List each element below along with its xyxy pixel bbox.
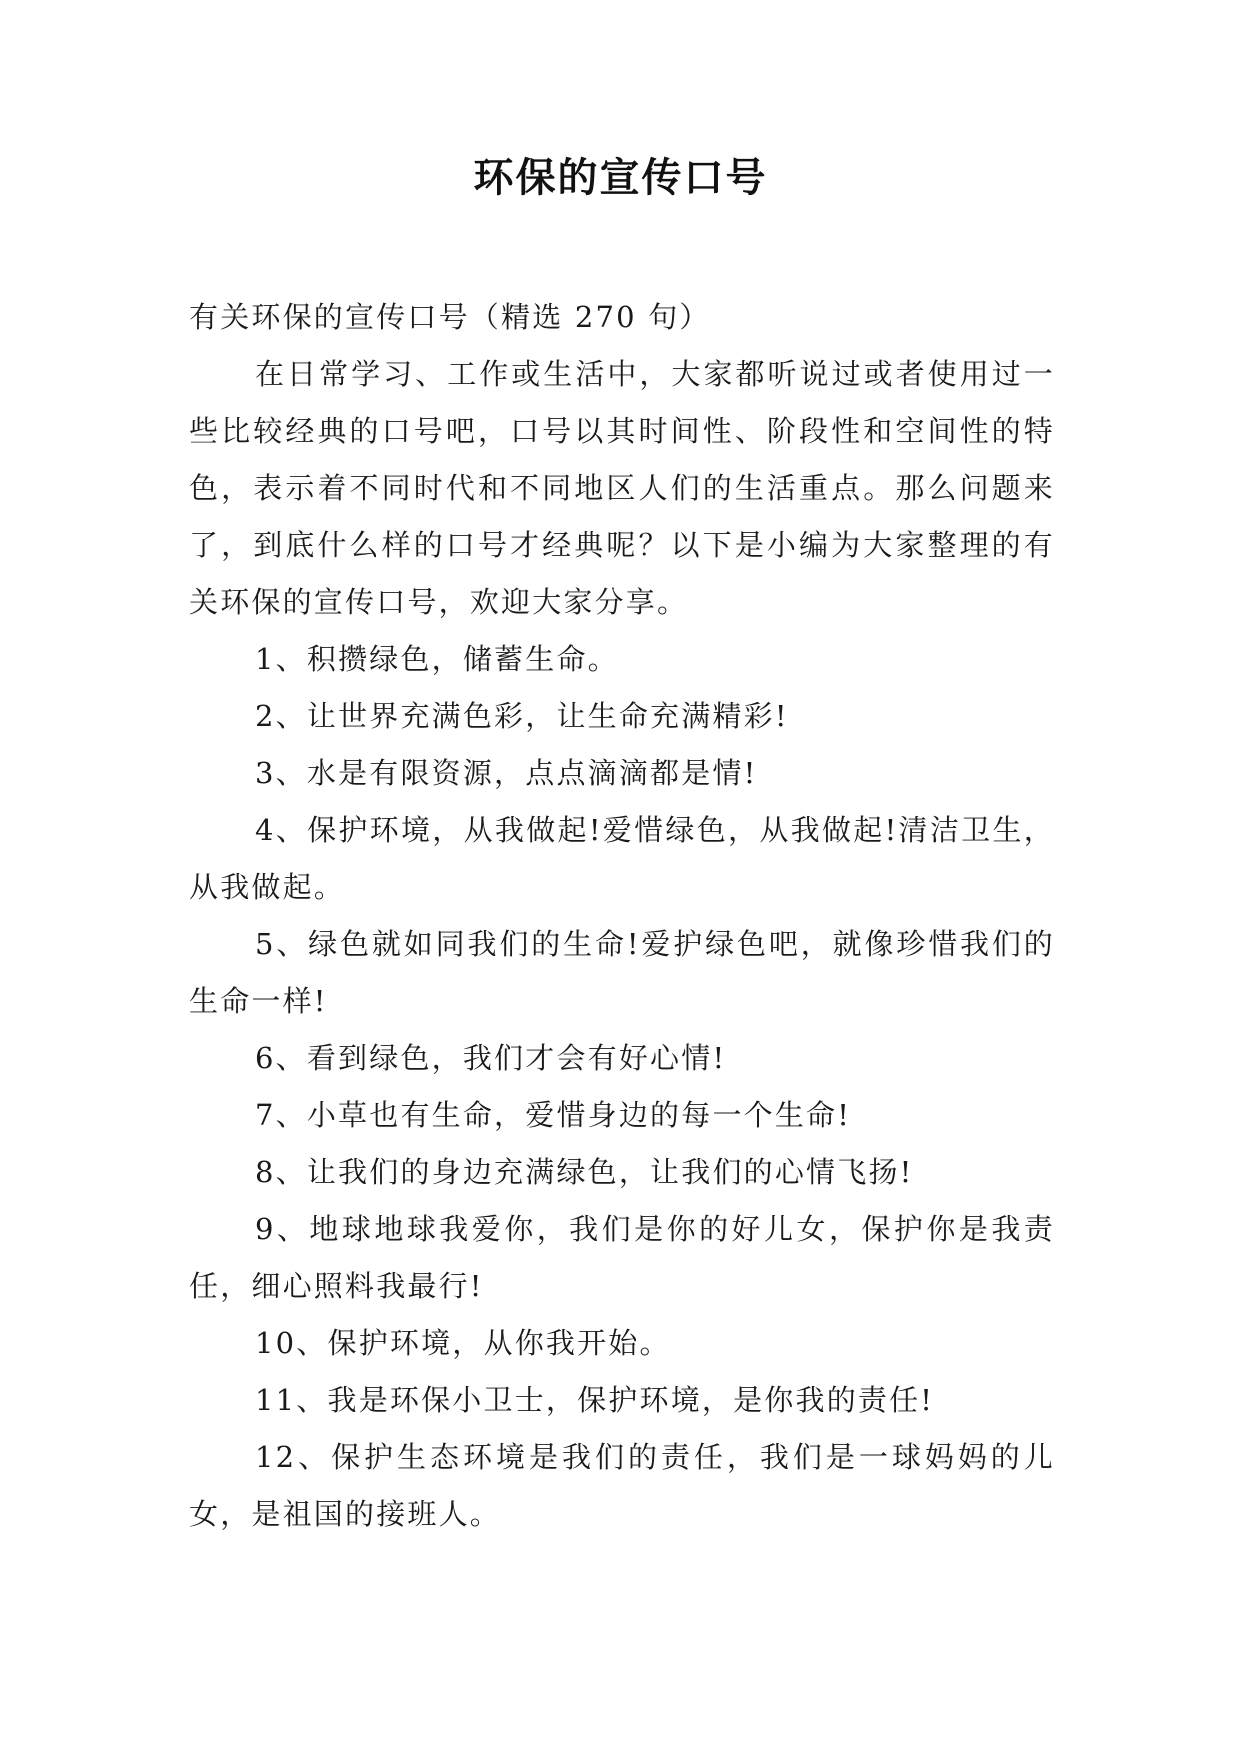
slogan-item-8: 8、让我们的身边充满绿色，让我们的心情飞扬! (255, 1155, 914, 1189)
slogan-item-2: 2、让世界充满色彩，让生命充满精彩! (255, 699, 789, 733)
slogan-item-12: 12、保护生态环境是我们的责任，我们是一球妈妈的儿女，是祖国的接班人。 (189, 1440, 1055, 1531)
slogan-item-11: 11、我是环保小卫士，保护环境，是你我的责任! (255, 1383, 935, 1417)
slogan-item-1: 1、积攒绿色，储蓄生命。 (255, 642, 619, 676)
slogan-item-7: 7、小草也有生命，爱惜身边的每一个生命! (255, 1098, 852, 1132)
slogan-item-3: 3、水是有限资源，点点滴滴都是情! (255, 756, 758, 790)
intro-paragraph: 在日常学习、工作或生活中，大家都听说过或者使用过一些比较经典的口号吧，口号以其时间性、阶段性和空间性的特色，表示着不同时代和不同地区人们的生活重点。那么问题来了，到底什么样的口号才经典呢？以下是小编为大家整理的有关环保的宣传口号，欢迎大家分享。 (189, 357, 1055, 619)
slogan-item-5: 5、绿色就如同我们的生命!爱护绿色吧，就像珍惜我们的生命一样! (189, 927, 1055, 1018)
document-subtitle: 有关环保的宣传口号（精选 270 句） (189, 300, 711, 334)
slogan-item-9: 9、地球地球我爱你，我们是你的好儿女，保护你是我责任，细心照料我最行! (189, 1212, 1055, 1303)
document-body (189, 289, 1055, 1543)
slogan-item-6: 6、看到绿色，我们才会有好心情! (255, 1041, 727, 1075)
slogan-item-4: 4、保护环境，从我做起!爱惜绿色，从我做起!清洁卫生，从我做起。 (189, 813, 1055, 904)
document-title: 环保的宣传口号 (473, 155, 768, 201)
slogan-item-10: 10、保护环境，从你我开始。 (255, 1326, 671, 1360)
